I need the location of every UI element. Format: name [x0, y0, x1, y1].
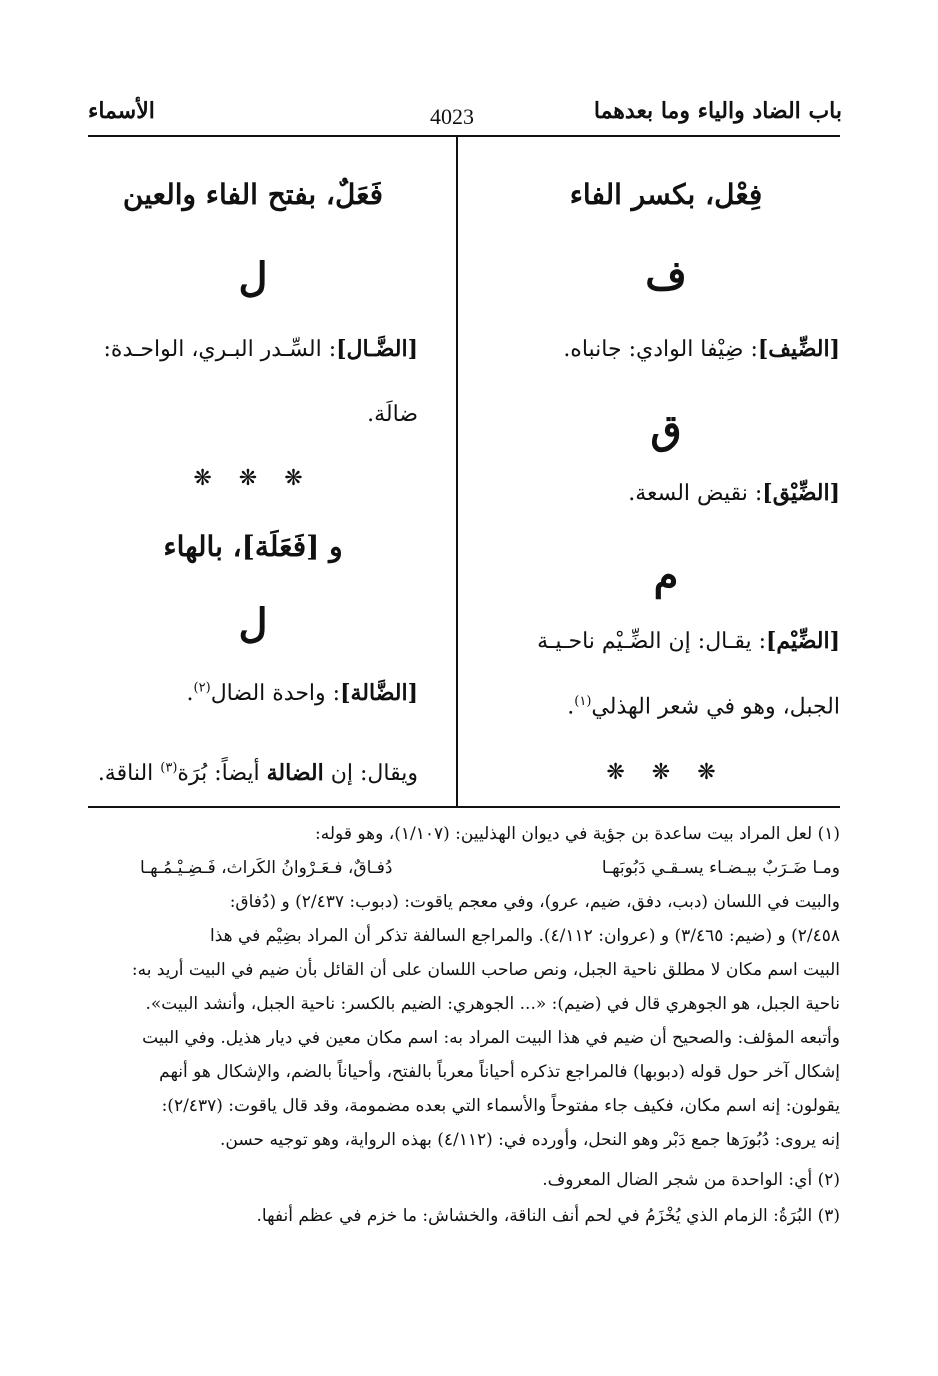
footnote-1-line: يقولون: إنه اسم مكان، فكيف جاء مفتوحاً والأسماء التي بعده مضمومة، وقد قال ياقوت: (٢/٤٣٧): — [161, 1096, 840, 1116]
footnote-1-line: إنه يروى: دُبُورَها جمع دَبْر وهو النحل، وأورده في: (٤/١١٢) بهذه الرواية، وهو توجيه حسن. — [220, 1130, 840, 1150]
headword: [الضَّالة] — [340, 680, 418, 706]
footnote-1-line: ٢/٤٥٨) و (ضيم: ٣/٤٦٥) و (عروان: ٤/١١٢). والمراجع السالفة تذكر أن المراد بضِيْم في هذا — [209, 926, 840, 946]
letter-heading-lam-2: ل — [238, 600, 268, 647]
footnote-3: (٣) البُرَةُ: الزمام الذي يُخْزَمُ في لحم أنف الناقة، والخشاش: ما خزم في عظم أنفها. — [256, 1206, 840, 1226]
footnote-1-line: (١) لعل المراد بيت ساعدة بن جؤية في ديوان الهذليين: (١/١٠٧)، وهو قوله: — [315, 824, 840, 844]
letter-heading-qaf: ق — [650, 406, 682, 453]
entry-al-dalla-bura — [88, 760, 418, 786]
footnote-2: (٢) أي: الواحدة من شجر الضال المعروف. — [542, 1170, 840, 1190]
footnote-ref-2[interactable]: (٢) — [193, 680, 211, 696]
definition: : واحدة الضال — [210, 681, 341, 706]
page-number: 4023 — [430, 104, 474, 129]
letter-heading-fa: ف — [645, 252, 687, 299]
footnote-rule — [88, 806, 840, 808]
verse-second-hemistich: دُفـاقٌ، فـعَـرْوانُ الكَراث، فَـضِـيْـمُـهـا — [140, 858, 393, 878]
section-separator: ❋ ❋ ❋ — [606, 760, 726, 785]
text: ويقال: إن — [330, 761, 418, 786]
headword: الضالة — [266, 760, 324, 786]
footnote-1-line: والبيت في اللسان (دبب، دفق، ضيم، عرو)، وفي معجم ياقوت: (دبوب: ٢/٤٣٧) و (دُفاق: — [229, 892, 840, 912]
footnote-1-line: البيت اسم مكان لا مطلق ناحية الجبل، ونص صاحب اللسان على أن القائل بأن ضيم في البيت أريد به: — [131, 960, 840, 980]
definition-continued: الجبل، وهو في شعر الهذلي — [591, 694, 840, 720]
headword: [الضِّيْق] — [762, 480, 840, 506]
text: الناقة. — [97, 761, 154, 786]
entry-al-dayf — [492, 336, 840, 362]
headword: [الضَّـال] — [336, 336, 418, 362]
definition: : يقـال: إن الضِّـيْم ناحـيـة — [537, 629, 766, 654]
verse-first-hemistich: ومـا ضَـرَبٌ بيـضـاء يسـقـي دَبُوبَهـا — [601, 858, 840, 878]
entry-al-dayq — [492, 480, 840, 506]
running-head-section: الأسماء — [88, 98, 155, 124]
text: أيضاً: بُرَة — [177, 761, 260, 786]
entry-al-daym-continued — [492, 694, 840, 719]
right-column-heading: فِعْل، بكسر الفاء — [569, 178, 763, 211]
left-column-subheading: و [فَعَلَة]، بالهاء — [163, 530, 343, 563]
definition: : نقيض السعة. — [628, 481, 763, 506]
entry-al-dalla — [88, 680, 418, 706]
entry-al-dal-continued: ضالَة. — [367, 402, 418, 427]
period: . — [567, 694, 575, 720]
footnote-ref-1[interactable]: (١) — [574, 694, 592, 709]
entry-al-dal — [88, 336, 418, 362]
letter-heading-lam: ل — [238, 254, 268, 301]
definition: : السِّـدر البـري، الواحـدة: — [103, 337, 337, 362]
section-separator: ❋ ❋ ❋ — [193, 466, 313, 491]
letter-heading-mim: م — [653, 552, 679, 599]
footnote-ref-3[interactable]: (٣) — [160, 760, 178, 776]
definition: : ضِيْفا الوادي: جانباه. — [563, 337, 758, 362]
left-column-heading: فَعَلٌ، بفتح الفاء والعين — [122, 178, 384, 211]
footnote-1-line: وأتبعه المؤلف: والصحيح أن ضيم في هذا البيت المراد به: اسم مكان معين في ديار هذيل. وفي البيت — [142, 1028, 840, 1048]
header-rule — [88, 135, 840, 137]
period: . — [186, 681, 194, 706]
running-head-chapter: باب الضاد والياء وما بعدهما — [593, 98, 842, 124]
footnote-1-verse — [140, 858, 840, 878]
headword: [الضِّيْم] — [766, 628, 840, 654]
column-divider — [456, 136, 458, 808]
entry-al-daym — [492, 628, 840, 654]
headword: [الضِّيف] — [757, 336, 840, 362]
footnote-1-line: إشكال آخر حول قوله (دبوبها) فالمراجع تذكره أحياناً معرباً بالفتح، وأحياناً بالضم، والإشكال هو أنهم — [159, 1062, 840, 1082]
footnote-1-line: ناحية الجبل، هو الجوهري قال في (ضيم): «... الجوهري: الضيم بالكسر: ناحية الجبل، وأنشد البيت». — [145, 994, 840, 1014]
